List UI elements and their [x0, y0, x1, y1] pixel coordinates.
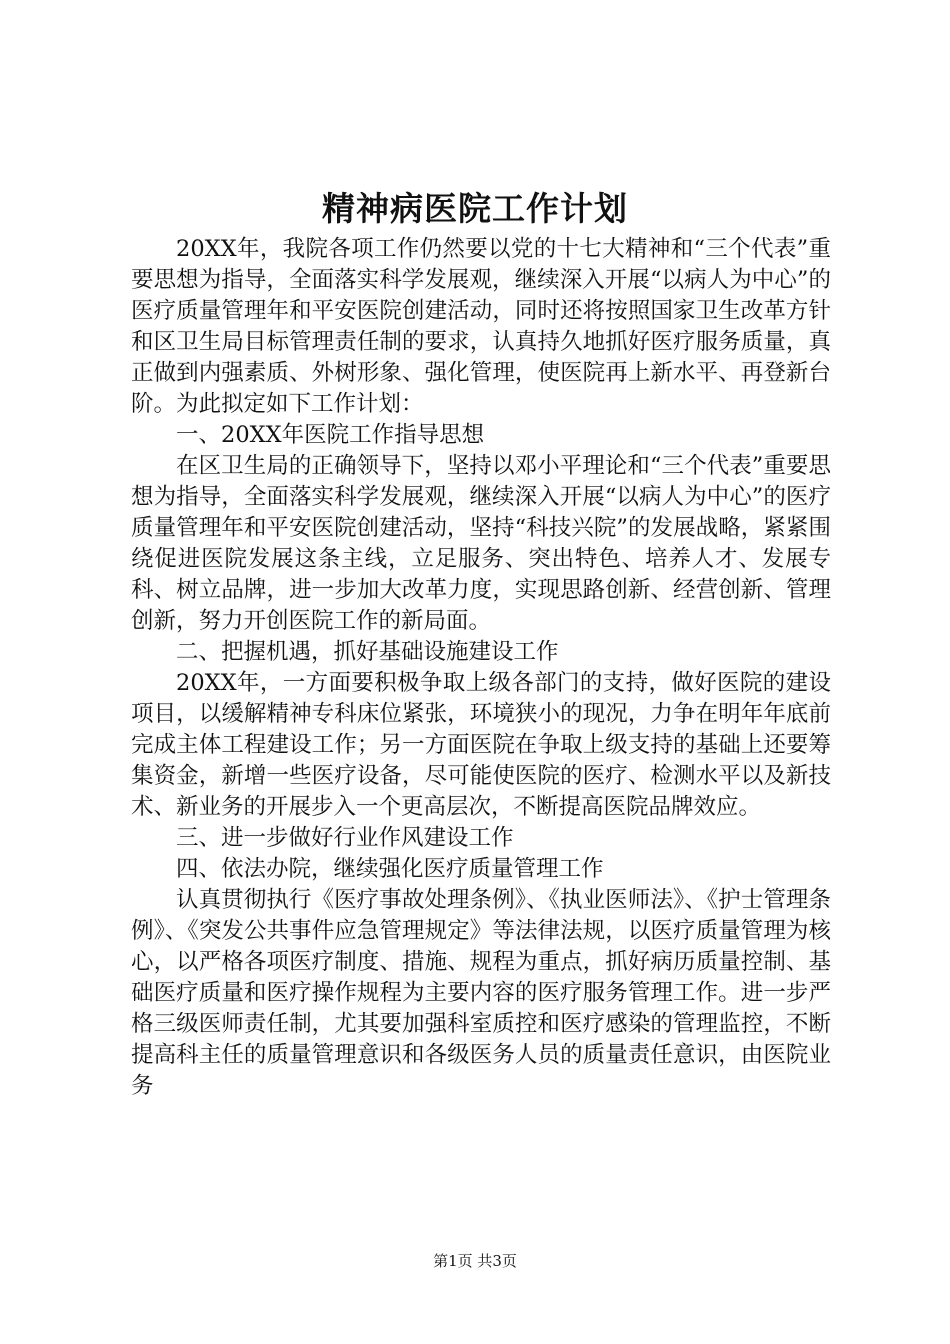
section-heading-4: 四、依法办院，继续强化医疗质量管理工作 — [176, 856, 604, 882]
document-body — [131, 234, 831, 1102]
section-paragraph-1: 在区卫生局的正确领导下，坚持以邓小平理论和“三个代表”重要思想为指导，全面落实科学发展观，继续深入开展“以病人为中心”的医疗质量管理年和平安医院创建活动，坚持“科技兴院”的发展战略，紧紧围绕促进医院发展这条主线，立足服务、突出特色、培养人才、发展专科、树立品牌，进一步加大改革力度，实现思路创新、经营创新、管理创新，努力开创医院工作的新局面。 — [131, 453, 831, 634]
section-heading-1: 一、20XX年医院工作指导思想 — [176, 422, 485, 448]
page-number-footer: 第1页 共3页 — [433, 1252, 517, 1270]
intro-paragraph: 20XX年，我院各项工作仍然要以党的十七大精神和“三个代表”重要思想为指导，全面落实科学发展观，继续深入开展“以病人为中心”的医疗质量管理年和平安医院创建活动，同时还将按照国家卫生改革方针和区卫生局目标管理责任制的要求，认真持久地抓好医疗服务质量，真正做到内强素质、外树形象、强化管理，使医院再上新水平、再登新台阶。为此拟定如下工作计划： — [131, 236, 831, 417]
document-title: 精神病医院工作计划 — [322, 189, 628, 228]
section-paragraph-2: 20XX年，一方面要积极争取上级各部门的支持，做好医院的建设项目，以缓解精神专科床位紧张，环境狭小的现况，力争在明年年底前完成主体工程建设工作；另一方面医院在争取上级支持的基础上还要筹集资金，新增一些医疗设备，尽可能使医院的医疗、检测水平以及新技术、新业务的开展步入一个更高层次，不断提高医院品牌效应。 — [131, 670, 831, 820]
section-heading-2: 二、把握机遇，抓好基础设施建设工作 — [176, 639, 559, 665]
section-paragraph-4: 认真贯彻执行《医疗事故处理条例》、《执业医师法》、《护士管理条例》、《突发公共事件应急管理规定》等法律法规，以医疗质量管理为核心，以严格各项医疗制度、措施、规程为重点，抓好病历质量控制、基础医疗质量和医疗操作规程为主要内容的医疗服务管理工作。进一步严格三级医师责任制，尤其要加强科室质控和医疗感染的管理监控，不断提高科主任的质量管理意识和各级医务人员的质量责任意识，由医院业务 — [131, 887, 831, 1099]
section-heading-3: 三、进一步做好行业作风建设工作 — [176, 825, 514, 851]
